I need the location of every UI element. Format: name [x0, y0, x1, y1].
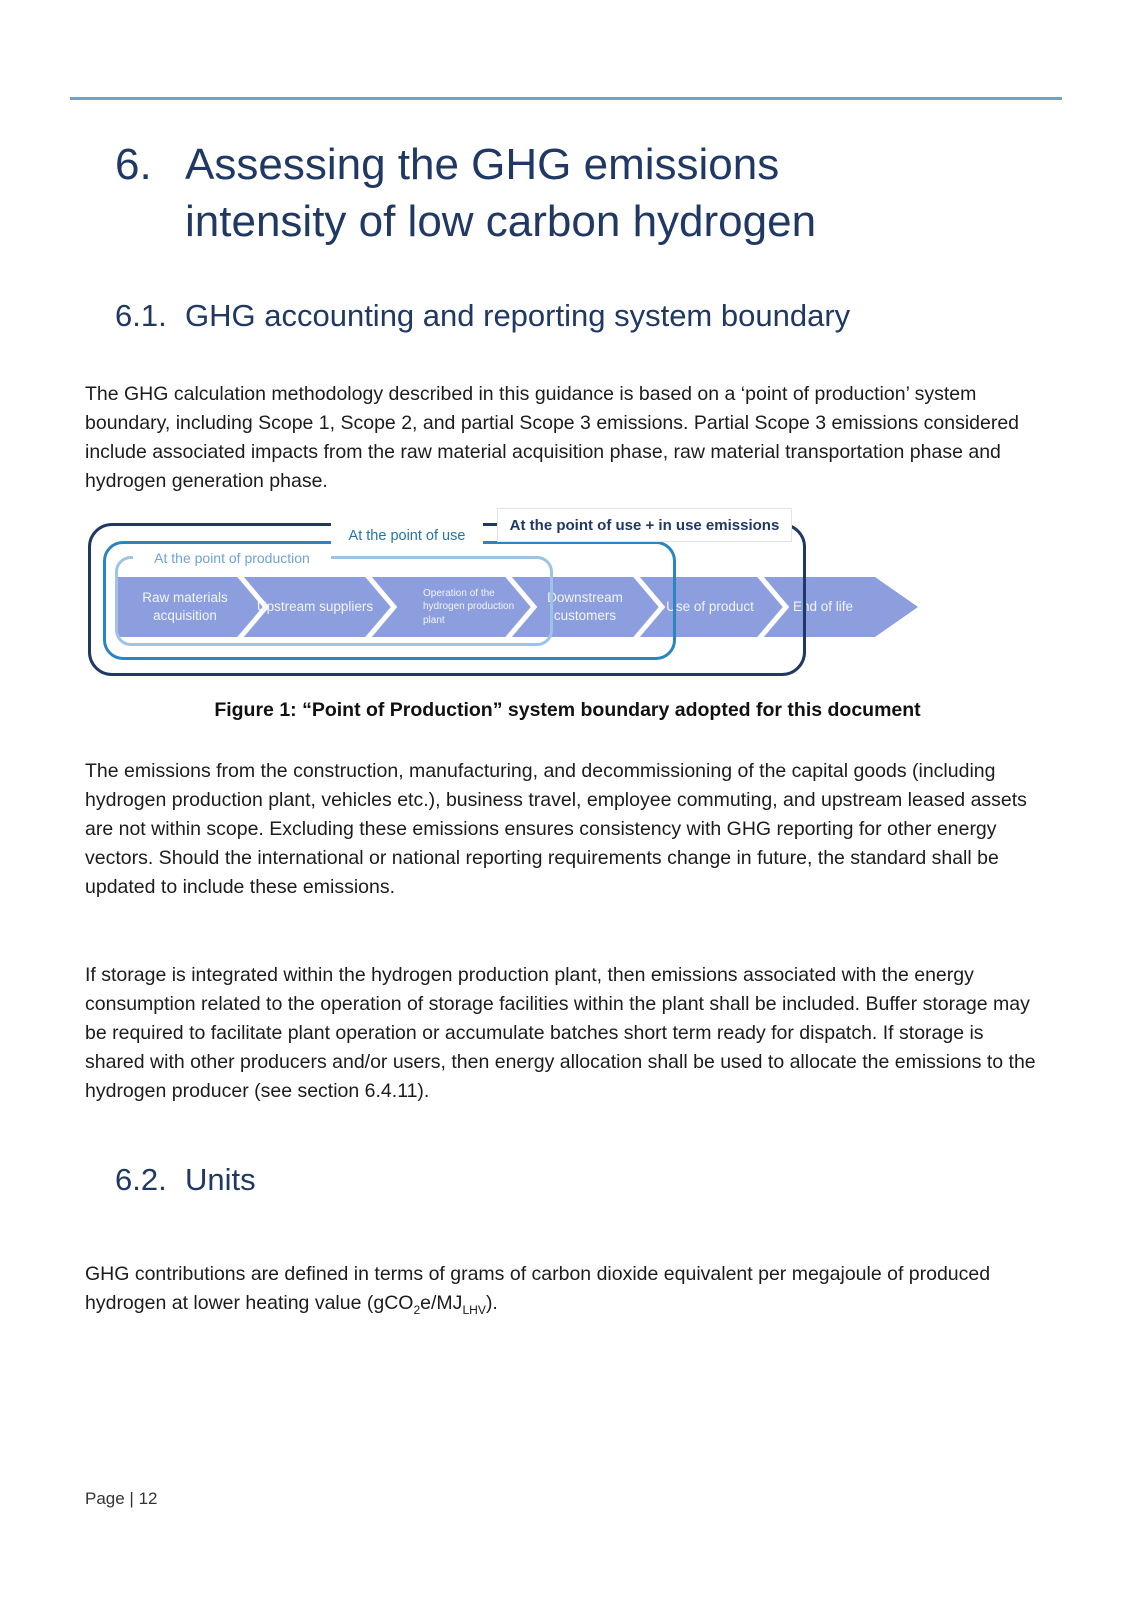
stage-downstream-customers: Downstream customers: [547, 590, 623, 623]
chapter-number: 6.: [115, 140, 152, 189]
stage-raw-materials: Raw materials acquisition: [142, 590, 228, 623]
chapter-title-line1: Assessing the GHG emissions: [185, 140, 780, 189]
stage-hydrogen-plant-operation: Operation of the hydrogen production plant: [423, 588, 515, 626]
section-62-heading: [115, 1160, 256, 1200]
chapter-title: [185, 136, 816, 250]
stage-upstream-suppliers: Upstream suppliers: [256, 599, 374, 615]
units-subscript-lhv: LHV: [462, 1302, 486, 1317]
paragraph-storage: If storage is integrated within the hydrogen production plant, then emissions associated with the energy consumption related to the operation of storage facilities within the plant shall be included. Buffer storage may be required to facilitate plant operation or accumulate batches short term ready for dispatch. If storage is shared with other producers and/or users, then energy allocation shall be used to allocate the emissions to the hydrogen producer (see section 6.4.11).: [85, 963, 1036, 1102]
label-point-of-production: At the point of production: [133, 545, 331, 571]
paragraph-ghg-methodology: The GHG calculation methodology described in this guidance is based on a ‘point of production’ system boundary, including Scope 1, Scope 2, and partial Scope 3 emissions. Partial Scope 3 emissions considered include associated impacts from the raw material acquisition phase, raw material transportation phase and hydrogen generation phase.: [85, 382, 1020, 492]
chapter-heading: [115, 136, 816, 250]
section-62-number: 6.2.: [115, 1162, 167, 1197]
paragraph-capital-goods-scope: The emissions from the construction, manufacturing, and decommissioning of the capital goods (including hydrogen production plant, vehicles etc.), business travel, employee commuting, and upstream leased assets are not within scope. Excluding these emissions ensures consistency with GHG reporting for other energy vectors. Should the international or national reporting requirements change in future, the standard shall be updated to include these emissions.: [85, 759, 1027, 898]
figure-1-diagram: [85, 505, 1050, 683]
chapter-title-line2: intensity of low carbon hydrogen: [185, 197, 817, 246]
page-number-footer: Page | 12: [85, 1489, 158, 1508]
label-point-of-use: At the point of use: [331, 522, 483, 550]
section-61-title: GHG accounting and reporting system boundary: [185, 298, 851, 333]
section-62-title: Units: [185, 1162, 256, 1197]
label-point-of-use-plus-emissions: At the point of use + in use emissions: [497, 508, 792, 542]
section-61-number: 6.1.: [115, 298, 167, 333]
figure-1-caption: Figure 1: “Point of Production” system boundary adopted for this document: [214, 699, 921, 721]
units-text-suffix: ).: [485, 1291, 498, 1314]
section-61-heading: [115, 296, 850, 336]
units-text-mid: e/MJ: [420, 1291, 463, 1314]
stage-end-of-life: End of life: [792, 599, 854, 615]
paragraph-units: [85, 1260, 1060, 1318]
stage-use-of-product: Use of product: [666, 599, 754, 615]
units-text-prefix: GHG contributions are defined in terms of grams of carbon dioxide equivalent per megajoule of produced hydrogen at lower heating value (gCO: [85, 1262, 991, 1314]
units-subscript-2: 2: [413, 1302, 421, 1317]
header-rule: [70, 97, 1062, 100]
